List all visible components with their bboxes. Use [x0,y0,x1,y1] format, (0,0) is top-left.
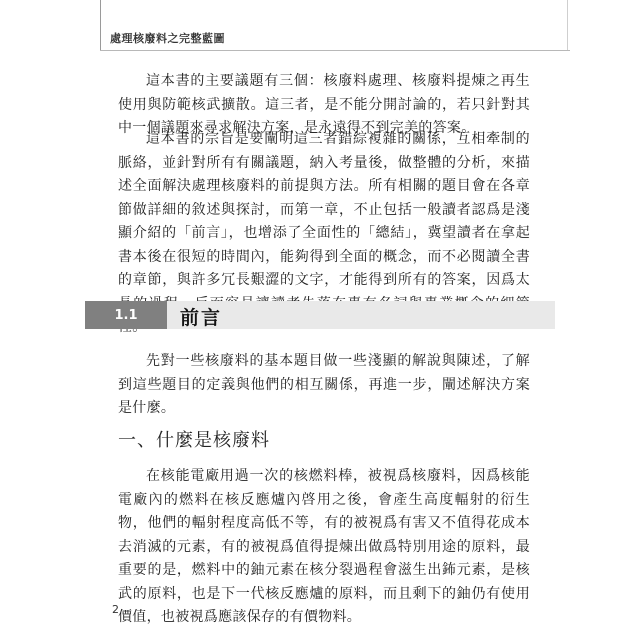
header-left-rule [100,0,101,50]
subsection-heading: 一、什麼是核廢料 [118,430,270,451]
header-right-rule [567,0,568,50]
intro-paragraph-2: 這本書的宗旨是要闡明這三者錯綜複雜的關係，互相牽制的脈絡，並針對所有有關議題，納入考量後，做整體的分析，來描述全面解決處理核廢料的前提與方法。所有相關的題目會在各章節做詳細的敘述與探討，而第一章，不止包括一般讀者認爲是淺顯介紹的「前言」，也增添了全面性的「總結」，冀望讀者在拿起書本後在很短的時間內，能夠得到全面的概念，而不必閱讀全書的章節，與許多冗長艱澀的文字，才能得到所有的答案，因爲太 [118,131,530,288]
section-paragraph-1: 先對一些核廢料的基本題目做一些淺顯的解說與陳述，了解到這些題目的定義與他們的相互關係，再進一步，闡述解決方案是什麼。 [118,353,530,416]
page-number: 2 [112,603,119,616]
section-number: 1.1 [85,301,167,329]
running-header: 處理核廢料之完整藍圖 [110,32,225,45]
section-title: 前言 [180,307,223,329]
header-rule [100,50,570,51]
intro-paragraph-1: 這本書的主要議題有三個：核廢料處理、核廢料提煉之再生使用與防範核武擴散。這三者，是不能分開討論的，若只針對其中一個議題來尋求解決方案，是永遠得不到完美的答案。 [118,73,530,136]
subsection-paragraph-1: 在核能電廠用過一次的核燃料棒，被視爲核廢料，因爲核能電廠內的燃料在核反應爐內啓用之後，會產生高度輻射的衍生物，他們的輻射程度高低不等，有的被視爲有害又不值得花成本去消滅的元素，有的被視爲值得提煉出做爲特別用途的原料，最重要的是，燃料中的鈾元素在核分裂過程會滋生出鈽元素，是核武的原料，也是下一代核反應爐的原料，而且剩下的鈾仍有使用價值，也被視爲應該保存的有價物料。 [118,468,530,625]
